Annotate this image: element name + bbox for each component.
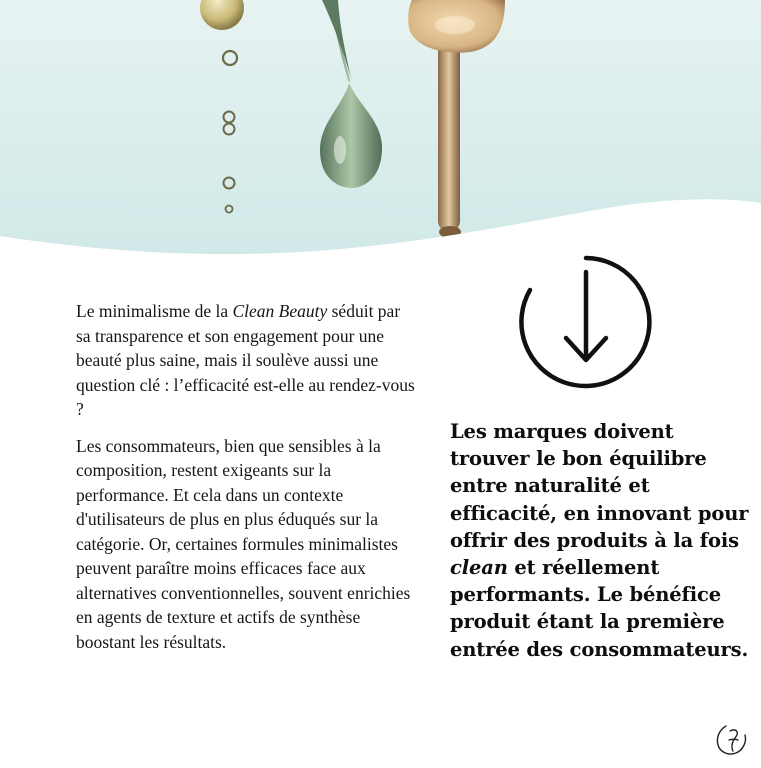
- intro-paragraph-2: Les consommateurs, bien que sensibles à la composition, restent exigeants sur la performance. Et cela dans un contexte d'utilisateurs de plus en plus éduqués sur la catégorie. Or, certaines formules minimalistes peuvent paraître moins efficaces face aux alternatives conventionnelles, souvent enrichies en agents de texture et actifs de synthèse boostant les résultats.: [76, 435, 411, 652]
- clean-beauty-term: Clean Beauty: [232, 301, 328, 321]
- intro-text-block: [76, 299, 416, 666]
- intro-p1-end: séduit par sa transparence et son engagement pour une beauté plus saine, mais il soulève aussi une question clé : l’efficacité est-elle au rendez-vous ?: [76, 301, 415, 419]
- intro-p1-start: Le minimalisme de la: [76, 301, 233, 321]
- arrow-down-circle-icon: [518, 254, 654, 390]
- intro-paragraph-1: [76, 299, 416, 422]
- clean-term: clean: [450, 556, 508, 580]
- signature-logo-icon: [714, 722, 750, 758]
- highlight-end: et réellement performants. Le bénéfice produit étant la première entrée des consommateurs.: [450, 556, 749, 661]
- highlight-start: Les marques doivent trouver le bon équilibre entre naturalité et efficacité, en innovant pour offrir des produits à la fois: [450, 420, 749, 552]
- highlight-statement: [450, 418, 750, 663]
- hero-image-serum-drops: [0, 0, 761, 270]
